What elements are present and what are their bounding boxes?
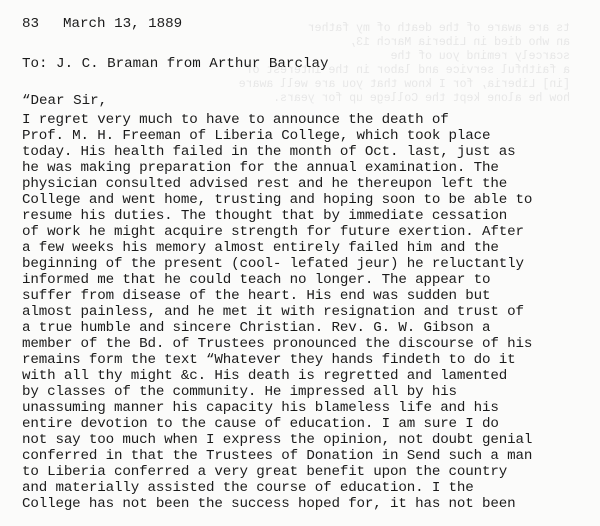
body-line: entire devotion to the cause of education. I am sure I do xyxy=(22,416,499,432)
body-line: he was making preparation for the annual examination. The xyxy=(22,160,499,176)
body-line: to Liberia conferred a very great benefit upon the country xyxy=(22,464,508,480)
body-line: College and went home, trusting and hoping soon to be able to xyxy=(22,192,533,208)
reverse-side-bleed-through: ts are aware of the death of my father an who died in Liberia March 13, scarcely remind you of the a faithful service and labor in the interest of [in] Liberia, for I know that you are well aware how he alone kept the College up for years. xyxy=(238,22,570,105)
body-line: resume his duties. The thought that by immediate cessation xyxy=(22,208,508,224)
body-line: with all thy might &c. His death is regretted and lamented xyxy=(22,368,508,384)
body-line: and materially assisted the course of education. I the xyxy=(22,480,474,496)
letter-date: March 13, 1889 xyxy=(63,16,183,32)
body-line: not say too much when I express the opinion, not doubt genial xyxy=(22,432,533,448)
body-line: conferred in that the Trustees of Donation in Send such a man xyxy=(22,448,533,464)
recipient-line: To: J. C. Braman from Arthur Barclay xyxy=(22,56,329,72)
body-line: by classes of the community. He impressed all by his xyxy=(22,384,457,400)
body-line: I regret very much to have to announce the death of xyxy=(22,112,449,128)
body-line: suffer from disease of the heart. His end was sudden but xyxy=(22,288,491,304)
body-line: informed me that he could teach no longer. The appear to xyxy=(22,272,491,288)
body-line: today. His health failed in the month of Oct. last, just as xyxy=(22,144,516,160)
body-line: almost painless, and he met it with resignation and trust of xyxy=(22,304,524,320)
body-line: College has not been the success hoped for, it has not been xyxy=(22,496,516,512)
body-line: Prof. M. H. Freeman of Liberia College, which took place xyxy=(22,128,491,144)
body-line: beginning of the present (cool- lefated jeur) he reluctantly xyxy=(22,256,524,272)
page-number: 83 xyxy=(22,16,40,32)
salutation: “Dear Sir, xyxy=(22,93,108,109)
body-line: of work he might acquire strength for future exertion. After xyxy=(22,224,524,240)
body-line: unassuming manner his capacity his blameless life and his xyxy=(22,400,499,416)
body-line: remains form the text “Whatever they hands findeth to do it xyxy=(22,352,516,368)
body-line: member of the Bd. of Trustees pronounced the discourse of his xyxy=(22,336,533,352)
body-line: physician consulted advised rest and he thereupon left the xyxy=(22,176,508,192)
body-line: a few weeks his memory almost entirely failed him and the xyxy=(22,240,499,256)
body-line: a true humble and sincere Christian. Rev. G. W. Gibson a xyxy=(22,320,491,336)
